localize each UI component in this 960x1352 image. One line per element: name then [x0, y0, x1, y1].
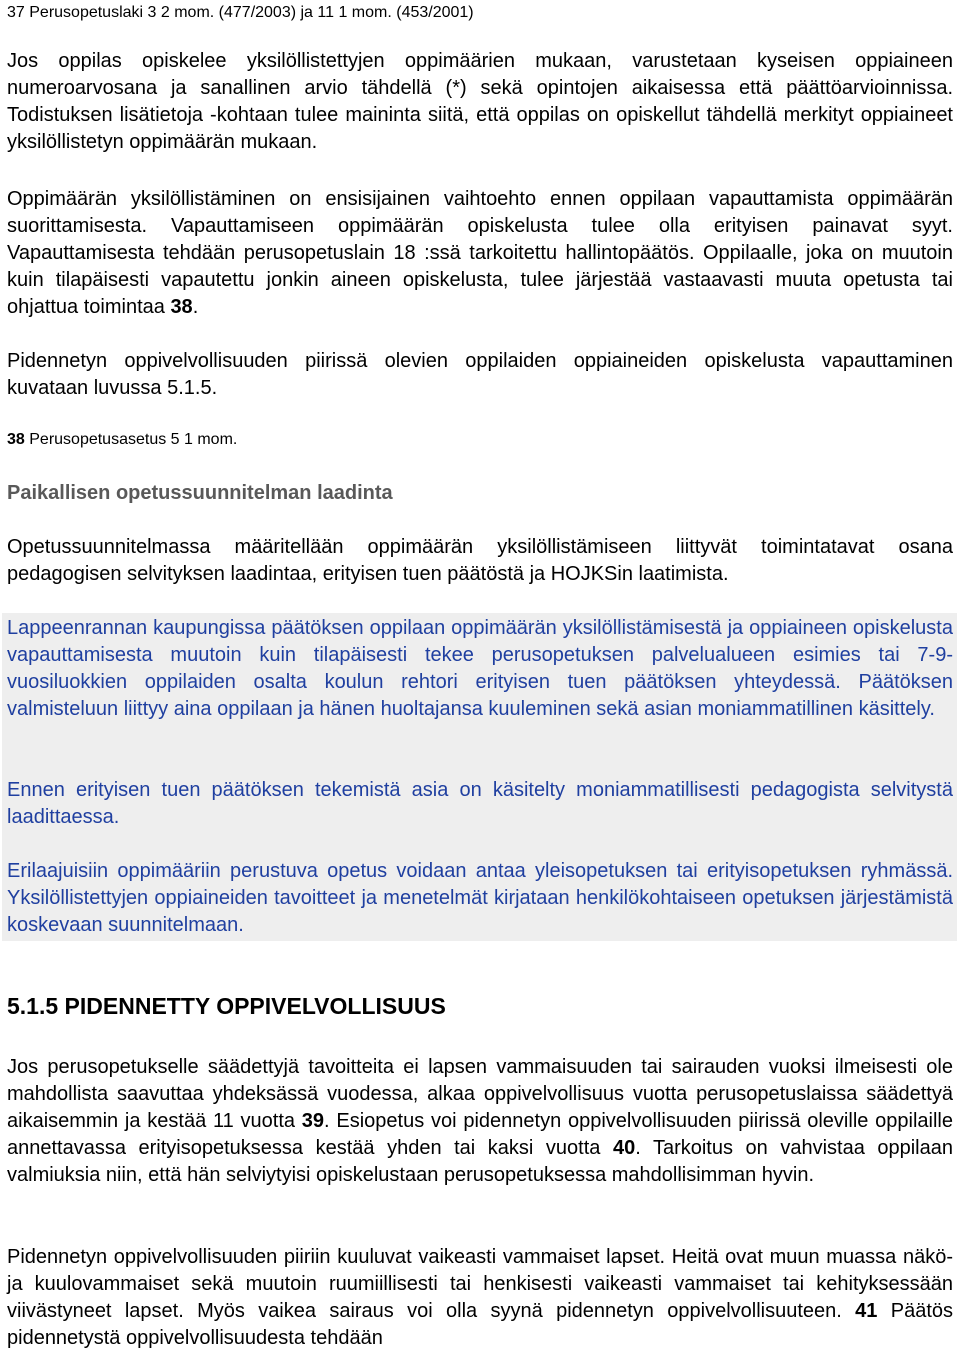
- paragraph-text: Päätös pidennetystä oppivelvollisuudesta tehdään: [7, 1300, 954, 1349]
- paragraph-extended-reference: Pidennetyn oppivelvollisuuden piirissä olevien oppilaiden oppiaineiden opiskelusta vapauttaminen kuvataan luvussa 5.1.5.: [7, 350, 953, 399]
- section-title-extended-compulsory-education: 5.1.5 PIDENNETTY OPPIVELVOLLISUUS: [7, 993, 446, 1019]
- footnote-37: 37 Perusopetuslaki 3 2 mom. (477/2003) ja 11 1 mom. (453/2001): [7, 4, 474, 21]
- paragraph-individualisation: [7, 186, 953, 321]
- paragraph-text: Jos perusopetukselle säädettyjä tavoitteita ei lapsen vammaisuuden tai sairauden vuoksi ilmeisesti ole mahdollista saavuttaa yhdeksässä vuodessa, alkaa oppivelvollisuus vuotta perusopetuslaissa säädettyä aikaisemmin ja kestää 11 vuotta: [7, 1056, 953, 1132]
- paragraph-eligible-children: [7, 1244, 953, 1352]
- paragraph-text: . Tarkoitus on vahvistaa oppilaan valmiuksia niin, että hän selviytyisi opiskelustaan perusopetuksessa mahdollisimman hyvin.: [7, 1137, 953, 1186]
- local-practice-paragraph-1: Lappeenrannan kaupungissa päätöksen oppilaan oppimäärän yksilöllistämisestä ja oppiaineen opiskelusta vapauttamisesta muutoin kuin tilapäisesti tekee perusopetuksen palvelualueen esimies tai 7-9-vuosiluokkien oppilaiden osalta koulun rehtori erityisen tuen päätöksen yhteydessä. Päätöksen valmisteluun liittyy aina oppilaan ja hänen huoltajansa kuuleminen sekä asian moniammatillinen käsittely.: [7, 617, 953, 720]
- local-practice-paragraph-3: Erilaajuisiin oppimääriin perustuva opetus voidaan antaa yleisopetuksen tai erityisopetuksen ryhmässä. Yksilöllistettyjen oppiaineiden tavoitteet ja menetelmät kirjataan henkilökohtaiseen opetuksen järjestämistä koskevaan suunnitelmaan.: [7, 860, 953, 936]
- paragraph-extended-definition: [7, 1054, 953, 1189]
- paragraph-text: Pidennetyn oppivelvollisuuden piiriin kuuluvat vaikeasti vammaiset lapset. Heitä ovat muun muassa näkö- ja kuulovammaiset sekä muutoin ruumiillisesti tai henkisesti vaikeasti vammaiset tai kehityksessään viivästyneet lapset. Myös vaikea sairaus voi olla syynä pidennetyn oppivelvollisuuteen.: [7, 1246, 953, 1322]
- footnote-ref-40: 40: [612, 1137, 636, 1159]
- local-practice-paragraph-2: Ennen erityisen tuen päätöksen tekemistä asia on käsitelty moniammatillisesti pedagogista selvitystä laadittaessa.: [7, 779, 953, 828]
- paragraph-text: . Esiopetus voi pidennetyn oppivelvollisuuden piirissä oleville oppilaille annettavassa erityisopetuksessa kestää yhden tai kaksi vuotta: [7, 1110, 953, 1159]
- footnote-number: 38: [7, 431, 25, 448]
- paragraph-text-end: .: [192, 296, 199, 318]
- section-heading-local-plan: Paikallisen opetussuunnitelman laadinta: [7, 482, 393, 504]
- footnote-ref-39: 39: [301, 1110, 325, 1132]
- footnote-ref-38: 38: [170, 296, 193, 318]
- paragraph-grading: Jos oppilas opiskelee yksilöllistettyjen oppimäärien mukaan, varustetaan kyseisen oppiaineen numeroarvosana ja sanallinen arvio tähdellä (*) sekä opintojen aikaisessa että päättöarvioinnissa. Todistuksen lisätietoja -kohtaan tulee maininta siitä, että oppilas on opiskellut tähdellä merkityt oppiaineet yksilöllistetyn oppimäärän mukaan.: [7, 50, 953, 153]
- footnote-38: [7, 429, 237, 451]
- paragraph-text: Oppimäärän yksilöllistäminen on ensisijainen vaihtoehto ennen oppilaan vapauttamista oppimäärän suorittamisesta. Vapauttamiseen oppimäärän opiskelusta tulee olla erityisen painavat syyt. Vapauttamisesta tehdään perusopetuslain 18 :ssä tarkoitettu hallintopäätös. Oppilaalle, joka on muutoin kuin tilapäisesti vapautettu jonkin aineen opiskelusta, tulee järjestää vastaavasti muuta opetusta tai ohjattua toimintaa: [7, 188, 953, 318]
- footnote-text: Perusopetusasetus 5 1 mom.: [24, 431, 238, 448]
- paragraph-curriculum: Opetussuunnitelmassa määritellään oppimäärän yksilöllistämiseen liittyvät toimintatavat osana pedagogisen selvityksen laadintaa, erityisen tuen päätöstä ja HOJKSin laatimista.: [7, 536, 953, 585]
- footnote-ref-41: 41: [855, 1300, 878, 1322]
